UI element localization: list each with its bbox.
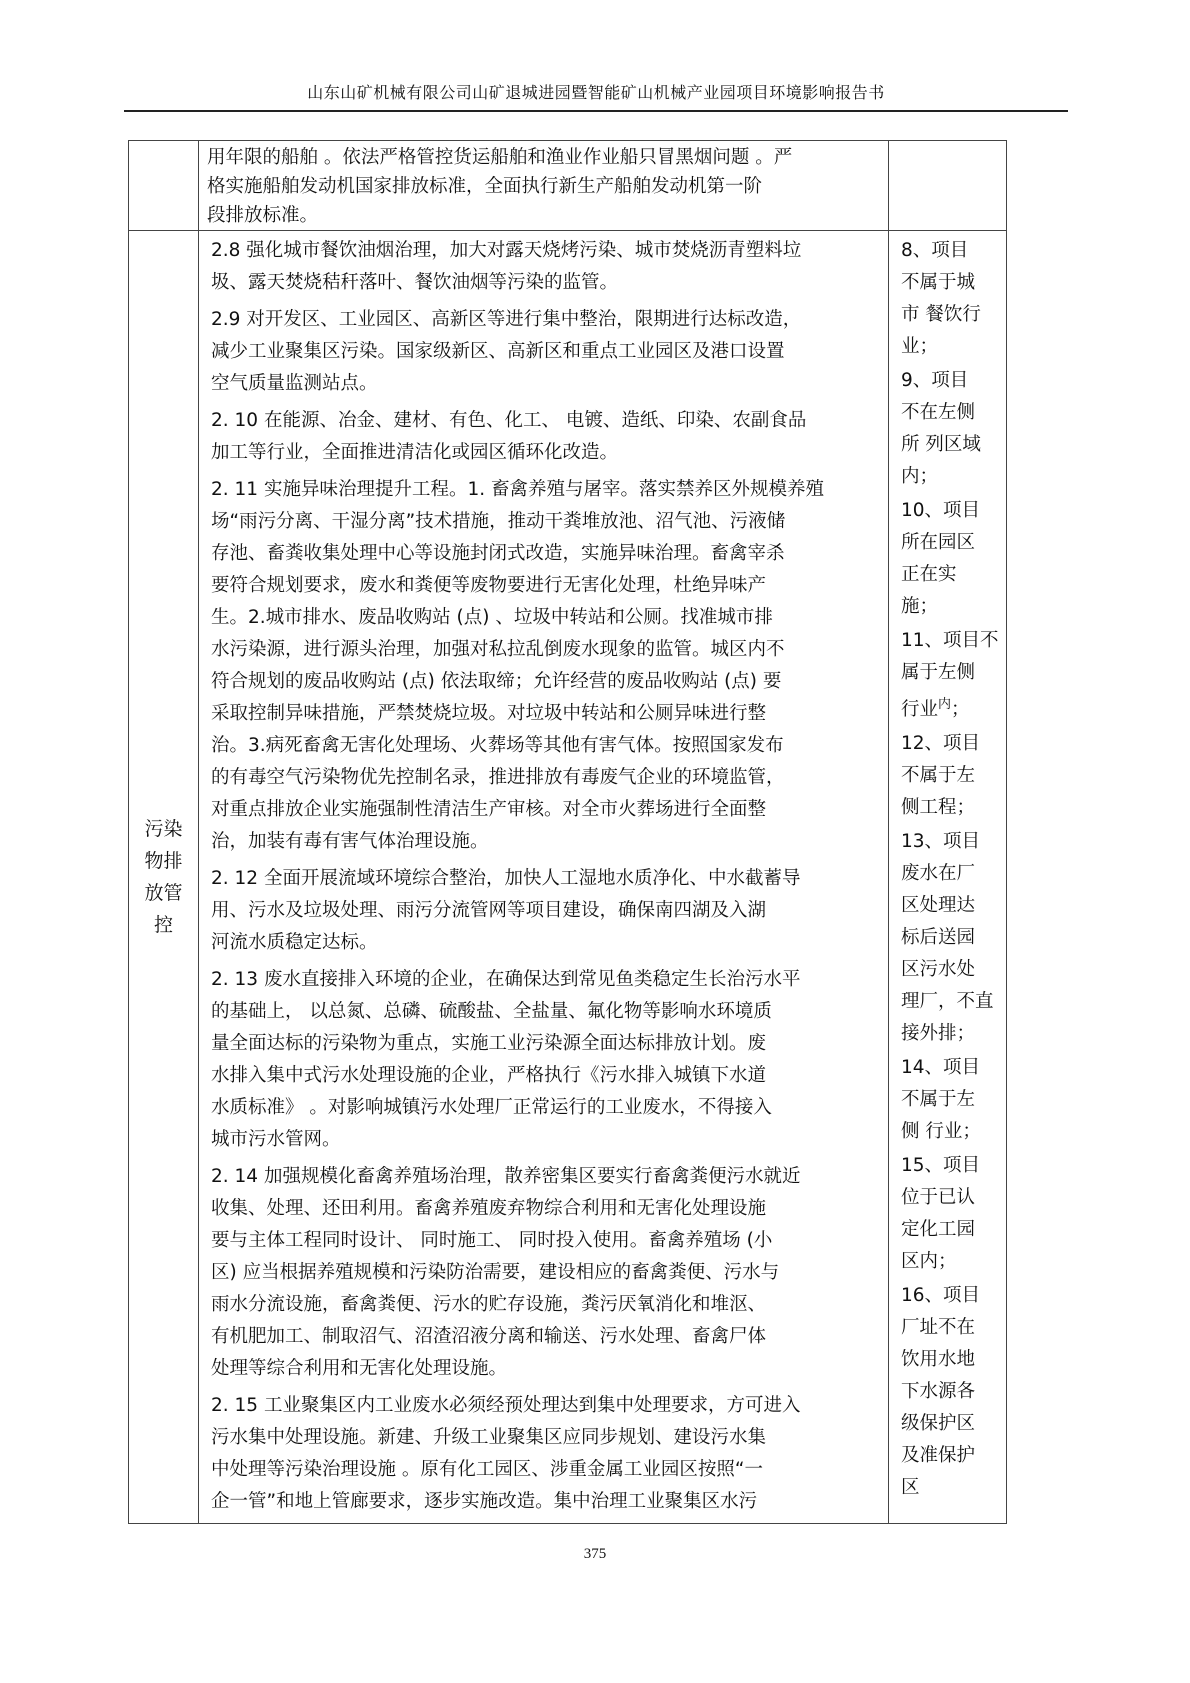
category-label: 控	[153, 914, 173, 936]
text-line: 城市污水管网。	[211, 1129, 341, 1150]
text-line: 的基础上， 以总氮、总磷、硫酸盐、全盐量、氟化物等影响水环境质	[211, 1001, 772, 1022]
category-label: 污染	[144, 818, 183, 840]
text-line: 侧 行业；	[901, 1121, 981, 1143]
text-line: 生。2.城市排水、废品收购站 (点) 、垃圾中转站和公厕。找准城市排	[211, 607, 773, 628]
text-line: 要与主体工程同时设计、 同时施工、 同时投入使用。畜禽养殖场 (小	[211, 1230, 773, 1251]
text-line: 所在园区	[901, 532, 976, 553]
text-line: 2. 14 加强规模化畜禽养殖场治理，散养密集区要实行畜禽粪便污水就近	[211, 1166, 801, 1187]
document-header: 山东山矿机械有限公司山矿退城进园暨智能矿山机械产业园项目环境影响报告书	[307, 83, 885, 102]
conclusion-item	[901, 1052, 1002, 1148]
text-line: 不属于城	[901, 272, 976, 293]
text-line: 要符合规划要求，废水和粪便等废物要进行无害化处理，杜绝异味产	[211, 575, 767, 596]
text-line: 所 列区域	[901, 434, 981, 455]
text-line: 水排入集中式污水处理设施的企业，严格执行《污水排入城镇下水道	[211, 1065, 767, 1086]
text-line: 属于左侧	[901, 662, 976, 683]
page-number: 375	[583, 1546, 607, 1562]
text-line: 区处理达	[901, 895, 976, 917]
requirement-paragraph	[211, 863, 880, 959]
text-line: 符合规划的废品收购站 (点) 依法取缔；允许经营的废品收购站 (点) 要	[211, 671, 782, 692]
text-line: 13、项目	[901, 831, 981, 853]
text-line: 15、项目	[901, 1155, 981, 1177]
text-line: 饮用水地	[901, 1349, 976, 1371]
conclusion-item	[901, 826, 1002, 1050]
requirement-paragraph	[211, 474, 880, 858]
text-line: 段排放标准。	[207, 205, 319, 226]
text-line: 对重点排放企业实施强制性清洁生产审核。对全市火葬场进行全面整	[211, 799, 767, 820]
category-cell	[129, 141, 199, 231]
text-line: 位于已认	[901, 1187, 976, 1209]
text-line: 内；	[901, 466, 939, 487]
text-line: 11、项目不	[901, 630, 999, 651]
table-row	[129, 141, 1007, 231]
text-line: 8、项目	[901, 240, 969, 261]
text-line: 量全面达标的污染物为重点，实施工业污染源全面达标排放计划。废	[211, 1033, 767, 1054]
text-line: 河流水质稳定达标。	[211, 932, 378, 953]
text-line: 2. 15 工业聚集区内工业废水必须经预处理达到集中处理要求，方可进入	[211, 1395, 801, 1416]
text-line: 治。3.病死畜禽无害化处理场、火葬场等其他有害气体。按照国家发布	[211, 735, 784, 756]
text-line: 接外排；	[901, 1023, 976, 1045]
text-line: 区污水处	[901, 959, 976, 981]
text-line: 12、项目	[901, 733, 981, 755]
text-line: 不在左侧	[901, 402, 976, 423]
text-line: 定化工园	[901, 1219, 976, 1241]
text-line: 污水集中处理设施。新建、升级工业聚集区应同步规划、建设污水集	[211, 1427, 767, 1448]
text-line: 2.8 强化城市餐饮油烟治理，加大对露天烧烤污染、城市焚烧沥青塑料垃	[211, 240, 802, 261]
text-line: 场“雨污分离、干湿分离”技术措施，推动干粪堆放池、沼气池、污液储	[211, 511, 786, 532]
text-line: 区) 应当根据养殖规模和污染防治需要，建设相应的畜禽粪便、污水与	[211, 1262, 780, 1283]
text-line: 水污染源，进行源头治理，加强对私拉乱倒废水现象的监管。城区内不	[211, 639, 785, 660]
conclusion-item	[901, 365, 1002, 493]
requirement-cell	[199, 141, 889, 231]
conclusion-item	[901, 235, 1002, 363]
policy-compliance-table	[128, 140, 1007, 1524]
text-line: 雨水分流设施，畜禽粪便、污水的贮存设施，粪污厌氧消化和堆沤、	[211, 1294, 767, 1315]
category-cell	[129, 231, 199, 1524]
text-line: 2. 11 实施异味治理提升工程。1. 畜禽养殖与屠宰。落实禁养区外规模养殖	[211, 479, 824, 500]
text-line: 业；	[901, 336, 939, 357]
text-line: 2.9 对开发区、工业园区、高新区等进行集中整治，限期进行达标改造，	[211, 309, 802, 330]
text-line: 废水在厂	[901, 863, 976, 885]
text-line: 市 餐饮行	[901, 304, 981, 325]
text-line: 下水源各	[901, 1381, 976, 1403]
category-label: 物排	[144, 850, 183, 872]
table-row	[129, 231, 1007, 1524]
text-line: 圾、露天焚烧秸秆落叶、餐饮油烟等污染的监管。	[211, 272, 619, 293]
text-line: 标后送园	[901, 927, 976, 949]
conclusion-item	[901, 1280, 1002, 1504]
category-label: 放管	[144, 882, 183, 904]
text-line: 16、项目	[901, 1285, 981, 1307]
text-line: 9、项目	[901, 370, 969, 391]
text-line: 处理等综合利用和无害化处理设施。	[211, 1358, 508, 1379]
text-line: 10、项目	[901, 500, 981, 521]
text-line: 施；	[901, 596, 939, 617]
superscript-note: 内	[938, 697, 952, 712]
text-line: 2. 12 全面开展流域环境综合整治，加快人工湿地水质净化、中水截蓄导	[211, 868, 801, 889]
text-line: 及准保护	[901, 1445, 976, 1467]
text-line: 区	[901, 1477, 920, 1499]
text-line: 不属于左	[901, 765, 976, 787]
text-line: 有机肥加工、制取沼气、沼渣沼液分离和输送、污水处理、畜禽尸体	[211, 1326, 767, 1347]
text-line: 区内；	[901, 1251, 957, 1273]
text-line: 14、项目	[901, 1057, 981, 1079]
text-line: 加工等行业，全面推进清洁化或园区循环化改造。	[211, 442, 619, 463]
header-rule	[124, 110, 1068, 112]
text-line: 用、污水及垃圾处理、雨污分流管网等项目建设，确保南四湖及入湖	[211, 900, 767, 921]
text-line: 存池、畜粪收集处理中心等设施封闭式改造，实施异味治理。畜禽宰杀	[211, 543, 785, 564]
conclusion-cell	[889, 231, 1007, 1524]
text-line: 级保护区	[901, 1413, 976, 1435]
requirement-paragraph	[211, 405, 880, 469]
text-line: 减少工业聚集区污染。国家级新区、高新区和重点工业园区及港口设置	[211, 341, 785, 362]
text-line: 空气质量监测站点。	[211, 373, 378, 394]
requirement-cell	[199, 231, 889, 1524]
text-line: 不属于左	[901, 1089, 976, 1111]
text-line: 行业$^内$；	[901, 697, 970, 721]
text-line: 采取控制异味措施，严禁焚烧垃圾。对垃圾中转站和公厕异味进行整	[211, 703, 767, 724]
conclusion-item	[901, 1150, 1002, 1278]
requirement-paragraph	[211, 304, 880, 400]
text-line: 2. 13 废水直接排入环境的企业，在确保达到常见鱼类稳定生长治污水平	[211, 969, 801, 990]
text-line: 厂址不在	[901, 1317, 976, 1339]
conclusion-item	[901, 625, 1002, 726]
text-line: 治，加装有毒有害气体治理设施。	[211, 831, 489, 852]
text-line: 用年限的船舶 。依法严格管控货运船舶和渔业作业船只冒黑烟问题 。严	[207, 147, 793, 168]
text-line: 中处理等污染治理设施 。原有化工园区、涉重金属工业园区按照“一	[211, 1459, 763, 1480]
conclusion-item	[901, 728, 1002, 824]
requirement-paragraph	[211, 235, 880, 299]
text-line: 格实施船舶发动机国家排放标准，全面执行新生产船舶发动机第一阶	[207, 176, 763, 197]
text-line: 企一管”和地上管廊要求，逐步实施改造。集中治理工业聚集区水污	[211, 1491, 758, 1512]
conclusion-cell	[889, 141, 1007, 231]
text-line: 侧工程；	[901, 797, 976, 819]
requirement-paragraph	[211, 1390, 880, 1518]
conclusion-item	[901, 495, 1002, 623]
requirement-paragraph	[211, 964, 880, 1156]
requirement-paragraph	[211, 1161, 880, 1385]
text-line: 收集、处理、还田利用。畜禽养殖废弃物综合利用和无害化处理设施	[211, 1198, 767, 1219]
text-line: 理厂，不直	[901, 991, 994, 1013]
text-line: 水质标准》 。对影响城镇污水处理厂正常运行的工业废水，不得接入	[211, 1097, 772, 1118]
text-line: 正在实	[901, 564, 957, 585]
text-line: 2. 10 在能源、冶金、建材、有色、化工、 电镀、造纸、印染、农副食品	[211, 410, 807, 431]
text-line: 的有毒空气污染物优先控制名录，推进排放有毒废气企业的环境监管，	[211, 767, 785, 788]
